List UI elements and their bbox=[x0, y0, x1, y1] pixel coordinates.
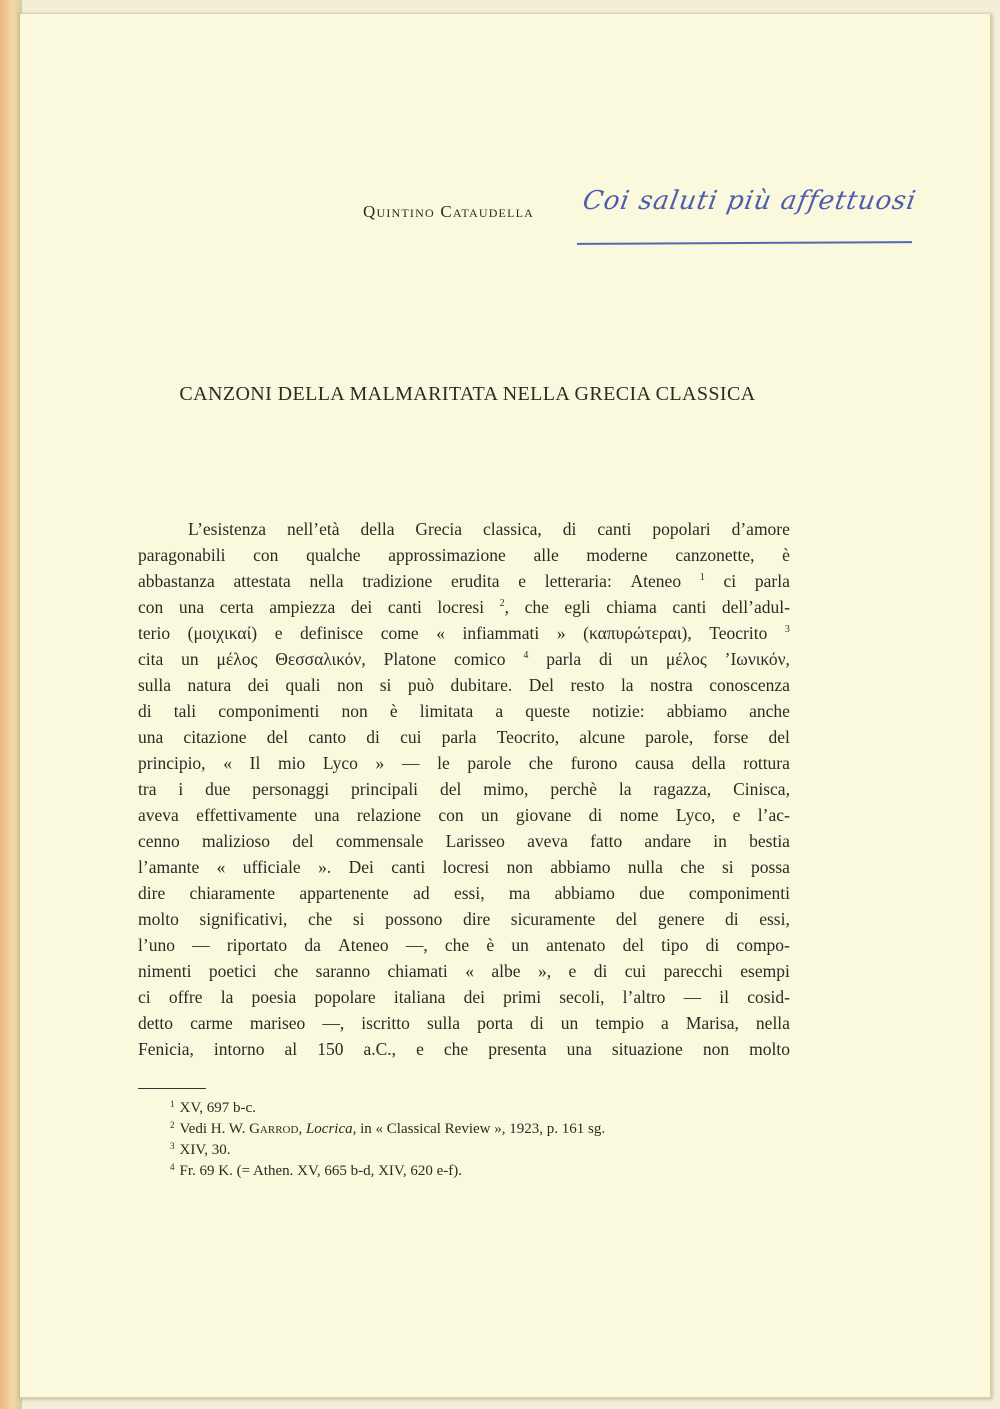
word: dire bbox=[463, 909, 491, 929]
word: giovane bbox=[515, 805, 572, 825]
word: « bbox=[436, 623, 445, 643]
word: nulla bbox=[627, 857, 663, 877]
word: parecchi bbox=[663, 961, 723, 981]
word: che bbox=[273, 961, 299, 981]
word: che bbox=[444, 935, 470, 955]
word: forse bbox=[713, 727, 749, 747]
word: in bbox=[713, 831, 727, 851]
word: definisce bbox=[300, 623, 364, 643]
word: di bbox=[593, 961, 608, 981]
footnote-ref: 3 bbox=[784, 624, 790, 635]
word: intorno bbox=[213, 1039, 265, 1059]
word: primi bbox=[503, 987, 542, 1007]
word: quali bbox=[285, 675, 321, 695]
word: principali bbox=[350, 779, 419, 799]
word: chiamati bbox=[387, 961, 448, 981]
cited-title: Locrica bbox=[305, 1121, 353, 1137]
word: dei bbox=[247, 675, 270, 695]
word: malizioso bbox=[202, 831, 271, 851]
word: « bbox=[223, 753, 232, 773]
word: con bbox=[138, 597, 164, 617]
word: perchè bbox=[550, 779, 597, 799]
word: infiammati bbox=[462, 623, 540, 643]
word: canti bbox=[391, 857, 426, 877]
word: del bbox=[622, 935, 644, 955]
word: cita bbox=[138, 649, 164, 669]
word: poesia bbox=[251, 987, 297, 1007]
word: causa bbox=[635, 753, 674, 773]
word: di bbox=[725, 909, 739, 929]
word: chiama bbox=[606, 597, 657, 617]
word: Dei bbox=[348, 857, 374, 877]
footnote-ref: 4 bbox=[523, 650, 529, 661]
word: il bbox=[719, 987, 730, 1007]
word: ma bbox=[508, 883, 531, 903]
word: molto bbox=[749, 1039, 790, 1059]
footnote-number: 3 bbox=[170, 1141, 175, 1151]
word: (μοιχικαί) bbox=[187, 623, 258, 643]
word: », bbox=[537, 961, 552, 981]
body-line bbox=[138, 776, 790, 802]
body-line bbox=[138, 542, 790, 568]
body-line bbox=[138, 984, 790, 1010]
word: le bbox=[437, 753, 450, 773]
word: mariseo bbox=[249, 1013, 306, 1033]
word: non bbox=[702, 1039, 730, 1059]
word: della bbox=[360, 519, 395, 539]
word: citazione bbox=[183, 727, 247, 747]
word: dei bbox=[350, 597, 373, 617]
word: Ateneo bbox=[338, 935, 389, 955]
word: limitata bbox=[419, 701, 474, 721]
body-line bbox=[138, 906, 790, 932]
word: albe bbox=[491, 961, 521, 981]
footnote: $^4$ Fr. 69 K. (= Athen. XV, 665 b-d, XIV, 620 e-f). bbox=[170, 1162, 462, 1179]
body-line bbox=[138, 1036, 790, 1062]
word: la bbox=[220, 987, 234, 1007]
article-body bbox=[138, 516, 790, 1062]
word: —, bbox=[405, 935, 428, 955]
word: qualche bbox=[306, 545, 361, 565]
word: L’esistenza bbox=[188, 519, 267, 539]
word: » bbox=[556, 623, 566, 643]
word: mimo, bbox=[483, 779, 529, 799]
word: ufficiale bbox=[242, 857, 301, 877]
word: queste bbox=[525, 701, 570, 721]
word: dei bbox=[463, 987, 485, 1007]
word: ad bbox=[413, 883, 430, 903]
word bbox=[785, 620, 790, 646]
word: del bbox=[615, 909, 638, 929]
word: egli bbox=[564, 597, 591, 617]
word: con bbox=[253, 545, 279, 565]
word: locresi bbox=[437, 597, 485, 617]
word: nella bbox=[309, 571, 344, 591]
word: molto bbox=[138, 909, 179, 929]
body-line bbox=[138, 828, 790, 854]
word: » bbox=[375, 753, 385, 773]
word: riportato bbox=[226, 935, 288, 955]
word: a bbox=[661, 1013, 669, 1033]
word: Platone bbox=[383, 649, 437, 669]
word: e bbox=[274, 623, 283, 643]
word: aveva bbox=[138, 805, 179, 825]
word: principio, bbox=[138, 753, 206, 773]
word: abbiamo bbox=[550, 857, 611, 877]
word bbox=[700, 568, 705, 594]
word: popolari bbox=[652, 519, 711, 539]
word: anche bbox=[749, 701, 790, 721]
word: canti bbox=[387, 597, 422, 617]
word: $^2$, bbox=[499, 597, 509, 617]
word: tali bbox=[173, 701, 197, 721]
body-line bbox=[138, 1010, 790, 1036]
word: « bbox=[216, 857, 226, 877]
body-line bbox=[138, 594, 790, 620]
word: chiaramente bbox=[189, 883, 276, 903]
word: l’uno bbox=[138, 935, 175, 955]
footnote-number: 4 bbox=[170, 1162, 175, 1172]
word: canzonette, bbox=[675, 545, 755, 565]
word: ’Ιωνικόν, bbox=[724, 649, 790, 669]
word: iscritto bbox=[361, 1013, 410, 1033]
word: abbiamo bbox=[666, 701, 727, 721]
word: ci bbox=[723, 571, 737, 591]
word: ampiezza bbox=[269, 597, 336, 617]
word: sulla bbox=[138, 675, 172, 695]
word: d’amore bbox=[731, 519, 790, 539]
word: nell’età bbox=[287, 519, 340, 539]
footnote-divider bbox=[138, 1088, 206, 1089]
word: Larisseo bbox=[445, 831, 505, 851]
word: essi, bbox=[453, 883, 485, 903]
word: detto bbox=[138, 1013, 173, 1033]
word: può bbox=[407, 675, 435, 695]
body-line bbox=[138, 802, 790, 828]
word: di bbox=[588, 805, 603, 825]
word: essi, bbox=[759, 909, 790, 929]
word: secoli, bbox=[559, 987, 605, 1007]
word: antenato bbox=[546, 935, 606, 955]
footnote-ref: 1 bbox=[699, 572, 705, 583]
body-line bbox=[138, 646, 790, 672]
word: 150 bbox=[317, 1039, 344, 1059]
body-line bbox=[138, 698, 790, 724]
word: parole bbox=[467, 753, 512, 773]
word: componimenti bbox=[688, 883, 790, 903]
word: un bbox=[630, 649, 649, 669]
word: certa bbox=[219, 597, 254, 617]
word: di bbox=[366, 727, 380, 747]
word: Il bbox=[249, 753, 261, 773]
word: abbastanza bbox=[138, 571, 215, 591]
word: appartenente bbox=[299, 883, 389, 903]
word: Cinisca, bbox=[733, 779, 790, 799]
word: alle bbox=[533, 545, 559, 565]
word: tempio bbox=[595, 1013, 644, 1033]
word: « bbox=[465, 961, 474, 981]
footnote-number: 2 bbox=[170, 1120, 175, 1130]
word: di bbox=[138, 701, 152, 721]
word: l’ac- bbox=[757, 805, 790, 825]
word: cosid- bbox=[747, 987, 790, 1007]
footnote: $^2$ Vedi H. W. Garrod, Locrica, in « Classical Review », 1923, p. 161 sg. bbox=[170, 1120, 606, 1137]
word: canti bbox=[672, 597, 707, 617]
word: un bbox=[560, 1013, 579, 1033]
word: si bbox=[379, 675, 392, 695]
word: a.C., bbox=[363, 1039, 397, 1059]
word: che bbox=[443, 1039, 469, 1059]
body-line bbox=[138, 854, 790, 880]
word: Teocrito, bbox=[496, 727, 560, 747]
word: nimenti bbox=[138, 961, 192, 981]
word: componimenti bbox=[218, 701, 320, 721]
author-name: Quintino Cataudella bbox=[363, 202, 535, 221]
word: un bbox=[181, 649, 199, 669]
word: — bbox=[683, 987, 702, 1007]
word: al bbox=[284, 1039, 298, 1059]
word: dell’adul- bbox=[721, 597, 790, 617]
word: la bbox=[620, 675, 634, 695]
word bbox=[523, 646, 528, 672]
word: di bbox=[705, 935, 720, 955]
word: ci bbox=[138, 987, 151, 1007]
word: Del bbox=[528, 675, 554, 695]
word: del bbox=[266, 727, 289, 747]
word: cui bbox=[400, 727, 422, 747]
word: è bbox=[486, 935, 495, 955]
word: parla bbox=[546, 649, 582, 669]
word: effettivamente bbox=[196, 805, 297, 825]
word: l’amante bbox=[138, 857, 200, 877]
word: tipo bbox=[661, 935, 689, 955]
footnote: $^3$ XIV, 30. bbox=[170, 1141, 231, 1158]
footnote: $^1$ XV, 697 b-c. bbox=[170, 1099, 256, 1116]
word: situazione bbox=[611, 1039, 683, 1059]
word: terio bbox=[138, 623, 171, 643]
word: non bbox=[337, 675, 364, 695]
word: come bbox=[380, 623, 419, 643]
word: commensale bbox=[335, 831, 424, 851]
word: Lyco bbox=[322, 753, 358, 773]
word: nome bbox=[619, 805, 659, 825]
word: sicuramente bbox=[510, 909, 596, 929]
word: possa bbox=[751, 857, 790, 877]
word: resto bbox=[570, 675, 605, 695]
body-line bbox=[138, 672, 790, 698]
word: μέλος bbox=[216, 649, 258, 669]
word: porta bbox=[477, 1013, 514, 1033]
word: che bbox=[680, 857, 705, 877]
word: una bbox=[138, 727, 164, 747]
body-line bbox=[138, 958, 790, 984]
word: la bbox=[618, 779, 632, 799]
word: canto bbox=[308, 727, 347, 747]
word: Marisa, bbox=[685, 1013, 739, 1033]
word: che bbox=[307, 909, 333, 929]
word: una bbox=[314, 805, 340, 825]
body-line bbox=[138, 880, 790, 906]
word: fatto bbox=[590, 831, 623, 851]
word: dubitare. bbox=[450, 675, 513, 695]
word: paragonabili bbox=[138, 545, 226, 565]
word: (καπυρώτεραι), bbox=[583, 623, 692, 643]
word: locresi bbox=[442, 857, 490, 877]
word: un bbox=[481, 805, 499, 825]
word: —, bbox=[322, 1013, 345, 1033]
word: approssimazione bbox=[388, 545, 506, 565]
word: nostra bbox=[650, 675, 693, 695]
word: parla bbox=[754, 571, 790, 591]
word: saranno bbox=[315, 961, 371, 981]
word: — bbox=[192, 935, 210, 955]
word: del bbox=[292, 831, 314, 851]
word: a bbox=[495, 701, 504, 721]
body-line bbox=[138, 516, 790, 542]
word: di bbox=[599, 649, 613, 669]
word: dire bbox=[138, 883, 166, 903]
word: personaggi bbox=[252, 779, 330, 799]
word: aveva bbox=[527, 831, 568, 851]
word: classica, bbox=[483, 519, 542, 539]
word: si bbox=[352, 909, 365, 929]
word: poetici bbox=[208, 961, 257, 981]
word: genere bbox=[657, 909, 705, 929]
word: tra bbox=[138, 779, 157, 799]
word: presenta bbox=[488, 1039, 547, 1059]
word: bestia bbox=[749, 831, 790, 851]
body-line bbox=[138, 750, 790, 776]
word: esempi bbox=[740, 961, 790, 981]
word: un bbox=[511, 935, 529, 955]
word: canti bbox=[597, 519, 632, 539]
word: mio bbox=[277, 753, 306, 773]
word: andare bbox=[644, 831, 692, 851]
word: erudita bbox=[450, 571, 500, 591]
word: letteraria: bbox=[544, 571, 612, 591]
word: Fenicia, bbox=[138, 1039, 194, 1059]
word: tradizione bbox=[362, 571, 433, 591]
word: abbiamo bbox=[554, 883, 615, 903]
word: che bbox=[528, 753, 554, 773]
word: del bbox=[439, 779, 462, 799]
word: carme bbox=[190, 1013, 233, 1033]
word: moderne bbox=[586, 545, 648, 565]
word: e bbox=[732, 805, 741, 825]
word: furono bbox=[570, 753, 618, 773]
word: possono bbox=[385, 909, 443, 929]
word: Θεσσαλικόν, bbox=[275, 649, 366, 669]
word: μέλος bbox=[665, 649, 707, 669]
word: compo- bbox=[736, 935, 790, 955]
body-line bbox=[138, 620, 790, 646]
body-line bbox=[138, 932, 790, 958]
word: della bbox=[691, 753, 726, 773]
word: e bbox=[416, 1039, 424, 1059]
word: notizie: bbox=[592, 701, 645, 721]
word: e bbox=[568, 961, 577, 981]
word: conoscenza bbox=[709, 675, 790, 695]
word: non bbox=[506, 857, 533, 877]
word: natura bbox=[187, 675, 232, 695]
footnote-number: 1 bbox=[170, 1099, 175, 1109]
word: Grecia bbox=[415, 519, 463, 539]
word: italiana bbox=[393, 987, 446, 1007]
word: ragazza, bbox=[653, 779, 712, 799]
word: attestata bbox=[233, 571, 291, 591]
word: i bbox=[178, 779, 184, 799]
word: che bbox=[524, 597, 549, 617]
word: sulla bbox=[426, 1013, 461, 1033]
word: rottura bbox=[743, 753, 790, 773]
word: Ateneo bbox=[630, 571, 682, 591]
word: una bbox=[178, 597, 205, 617]
word: due bbox=[639, 883, 665, 903]
body-line bbox=[138, 724, 790, 750]
word: parla bbox=[441, 727, 477, 747]
word: non bbox=[341, 701, 368, 721]
word: di bbox=[530, 1013, 544, 1033]
word: e bbox=[518, 571, 527, 591]
word: alcune bbox=[579, 727, 625, 747]
body-line bbox=[138, 568, 790, 594]
page-edge bbox=[0, 0, 22, 1409]
word: popolare bbox=[314, 987, 376, 1007]
word: due bbox=[205, 779, 231, 799]
word: offre bbox=[168, 987, 203, 1007]
word: cenno bbox=[138, 831, 180, 851]
handwritten-dedication: Coi saluti più affettuosi bbox=[580, 186, 919, 216]
footnotes bbox=[170, 1098, 605, 1182]
word: di bbox=[562, 519, 577, 539]
word: Teocrito bbox=[709, 623, 768, 643]
word: — bbox=[401, 753, 420, 773]
word: significativi, bbox=[199, 909, 288, 929]
word: relazione bbox=[356, 805, 422, 825]
cited-author: Garrod bbox=[249, 1121, 299, 1137]
word: comico bbox=[453, 649, 506, 669]
word: da bbox=[304, 935, 321, 955]
word: del bbox=[768, 727, 790, 747]
word: è bbox=[389, 701, 398, 721]
word: una bbox=[566, 1039, 592, 1059]
word: nella bbox=[755, 1013, 790, 1033]
word: parole, bbox=[645, 727, 694, 747]
footnote-ref: 2 bbox=[499, 598, 505, 609]
word: Lyco, bbox=[675, 805, 716, 825]
word: l’altro bbox=[622, 987, 666, 1007]
word: è bbox=[782, 545, 790, 565]
word: ». bbox=[318, 857, 332, 877]
word: con bbox=[438, 805, 464, 825]
word: cui bbox=[624, 961, 647, 981]
article-title: CANZONI DELLA MALMARITATA NELLA GRECIA CLASSICA bbox=[179, 383, 756, 405]
word: si bbox=[721, 857, 734, 877]
